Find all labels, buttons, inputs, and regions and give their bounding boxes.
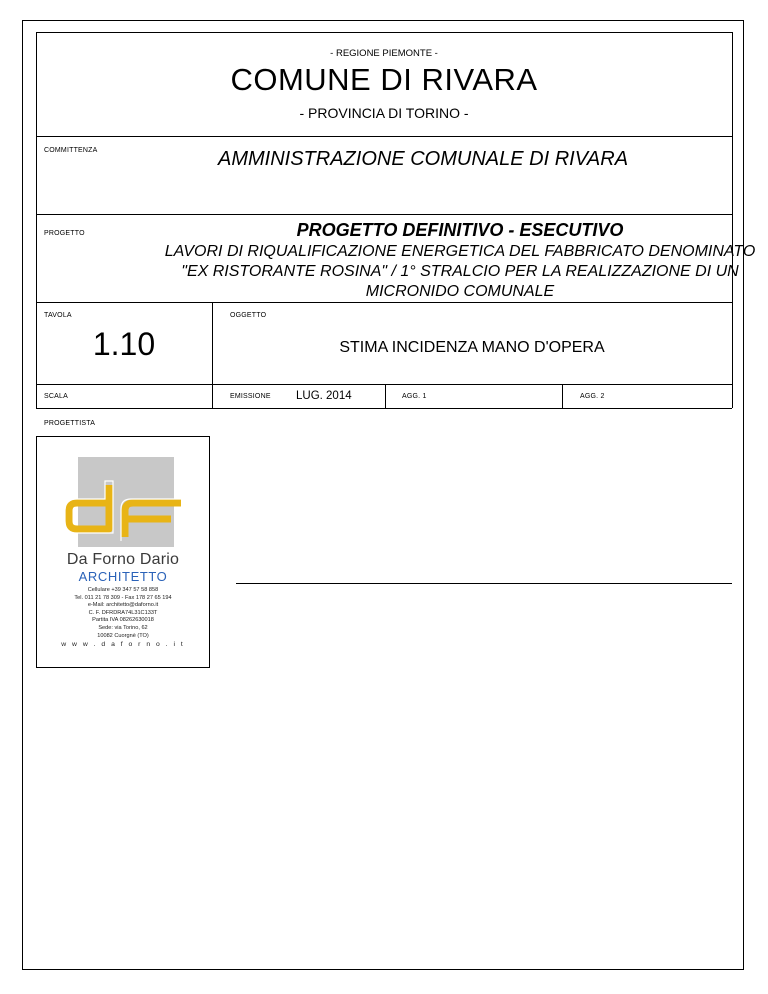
signature-line [236,583,732,584]
header-divider [36,32,732,33]
committenza-value: AMMINISTRAZIONE COMUNALE DI RIVARA [218,148,629,170]
tavola-label: TAVOLA [44,312,72,319]
architect-contacts [37,587,209,649]
header-bottom-divider [36,136,732,137]
contact-address: Sede: via Torino, 62 [98,624,148,631]
emissione-value: LUG. 2014 [296,390,352,402]
tavola-number: 1.10 [92,326,156,362]
contact-tax-code: C. F. DFRDRA74L31C133T [88,609,158,616]
contact-city: 10082 Cuorgnè (TO) [97,632,149,639]
comune-title: COMUNE DI RIVARA [230,62,538,97]
scala-bottom-divider [36,408,732,409]
agg1-label: AGG. 1 [402,393,427,400]
committenza-label: COMMITTENZA [44,147,98,154]
contact-mobile: Cellulare +39 347 57 58 858 [87,587,159,593]
progetto-description: LAVORI DI RIQUALIFICAZIONE ENERGETICA DEL FABBRICATO DENOMINATO "EX RISTORANTE ROSINA" / 1° STRALCIO PER LA REALIZZAZIONE DI UN MICRONIDO COMUNALE [164,243,756,300]
agg2-label: AGG. 2 [580,393,605,400]
contact-website[interactable]: w w w . d a f o r n o . i t [61,641,185,649]
committenza-bottom-divider [36,214,732,215]
provincia-label: - PROVINCIA DI TORINO - [299,105,469,121]
progetto-label: PROGETTO [44,230,85,237]
contact-email[interactable]: e-Mail: architetto@daforno.it [87,602,159,609]
architect-title: ARCHITETTO [78,569,168,584]
tavola-bottom-divider [36,384,732,385]
oggetto-label: OGGETTO [230,312,267,319]
region-label: - REGIONE PIEMONTE - [330,48,438,59]
progettista-label: PROGETTISTA [44,420,96,427]
progetto-title: PROGETTO DEFINITIVO - ESECUTIVO [296,220,624,240]
contact-vat: Partita IVA 08262630018 [92,617,154,624]
oggetto-value: STIMA INCIDENZA MANO D'OPERA [339,339,605,356]
contact-phone-fax: Tel. 011 21 78 309 - Fax 178 27 65 194 [74,594,172,601]
architect-name: Da Forno Dario [66,551,180,568]
architect-logo-card [36,436,210,668]
emissione-agg1-divider [385,384,386,408]
df-monogram-logo [63,457,187,549]
scala-label: SCALA [44,393,68,400]
emissione-label: EMISSIONE [230,393,271,400]
progetto-bottom-divider [36,302,732,303]
agg1-agg2-divider [562,384,563,408]
